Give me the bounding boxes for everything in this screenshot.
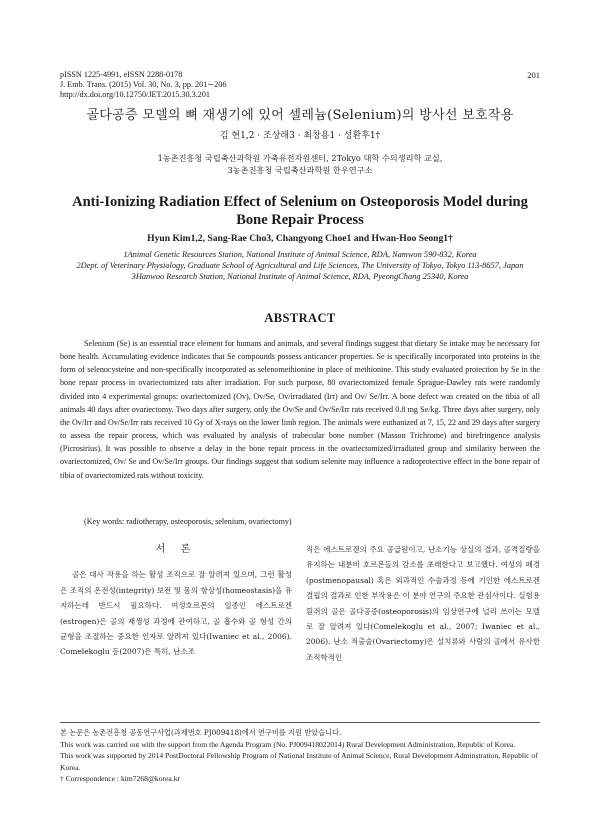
intro-right-column <box>306 542 540 665</box>
doi-link[interactable]: http://dx.doi.org/10.12750/JET.2015.30.3.201 <box>60 90 211 100</box>
english-title-line: Bone Repair Process <box>236 212 364 228</box>
abstract-body: Selenium (Se) is an essential trace element for humans and animals, and several findings suggest that dietary Se intake may be necessary for bone health. Accumulating evidence indicates that Se compounds possess anticancer properties. Se is specifically incorporated into proteins in the form of selenocysteine and non-specifically incorporated as selenomethionine in place of methionine. This study evaluated protection by Se in the bone repair process in ovariectomized rats after irradiation. For such purpose, 80 ovariectomized female Sprague-Dawley rats were randomly divided into 4 experimental groups: ovariectomized (Ov), Ov/Se, Ov/irradiated (Irr) and Ov/ Se/Irr. A bone defect was created on the tibia of all animals 40 days after ovariectomy. Two days after surgery, only the Ov/Se and Ov/Se/Irr rats received 0.8 mg Se/kg. Three days after surgery, only the Ov/Irr and Ov/Se/Irr rats received 10 Gy of X-rays on the lower limb region. The animals were euthanized at 7, 15, 22 and 29 days after surgery to assess the repair process, which was evaluated by analysis of trabecular bone number (Masson Trichrome) and birefringence analysis (Picrosirius). It was possible to observe a delay in the bone repair process in the ovariectomized/irradiated group and similarity between the ovariectomized, Ov/ Se and Ov/Se/Irr groups. Our findings suggest that sodium selenite may influence a radioprotective effect in the bone repair of tibia of ovariectomized rats without toxicity. <box>60 339 540 480</box>
english-title <box>70 193 530 229</box>
intro-left-column <box>60 542 292 660</box>
funding-note-2: This work was supported by 2014 PostDoctoral Fellowship Program of National Institute of Animal Science, Rural Development Adminstration, Republic of Korea. <box>60 751 538 772</box>
korean-affiliation-line: 1농촌진흥청 국립축산과학원 가축유전자원센터, 2Tokyo 대학 수의생리학 교실, <box>157 153 443 163</box>
journal-header <box>60 70 226 101</box>
intro-paragraph: 골은 대사 작용을 하는 활성 조직으로 잘 알려져 있으며, 그런 활성은 조직의 온전성(integrity) 보전 및 몸의 항상성(homeostasis)을 유지하는데 반드시 필요하다. 여성호르몬의 일종인 에스트로겐(estrogen)은 골의 재생성 과정에 관여하고, 골 흡수와 골 형성 간의 균형을 조절하는 중요한 인자로 알려져 있다(Iwaniec et al., 2006). Comelekoglu 등(2007)은 특히, 난소조 <box>60 570 292 657</box>
journal-citation: J. Emb. Trans. (2015) Vol. 30, No. 3, pp. 201∼206 <box>60 80 227 90</box>
korean-authors: 김 현1,2 · 조상래3 · 최창용1 · 성환후1† <box>219 131 381 141</box>
affiliation-1: 1Animal Genetic Resources Station, National Institute of Animal Science, RDA, Namwon 590-832, Korea <box>123 250 477 259</box>
correspondence-note[interactable]: † Correspondence : kim7268@korea.kr <box>60 774 181 784</box>
abstract-heading: ABSTRACT <box>264 311 336 325</box>
english-title-line: Anti-Ionizing Radiation Effect of Selenium on Osteoporosis Model during <box>72 194 528 210</box>
affiliation-3: 3Hanwoo Research Station, National Institute of Animal Science, RDA, PyeongChang 25340, Korea <box>131 272 469 282</box>
funding-note-1: This work was carried out with the support from the Agenda Program (No. PJ009418022014) Rural Development Administration, Republic of Korea. <box>60 739 516 749</box>
footnote-divider <box>60 722 540 723</box>
funding-note-korean: 본 논문은 농촌진흥청 공동연구사업(과제번호 PJ009418)에서 연구비를 지원 받았습니다. <box>60 728 342 737</box>
korean-title: 골다공증 모델의 뼈 재생기에 있어 셀레늄(Selenium)의 방사선 보호작용 <box>86 108 514 123</box>
english-affiliations <box>60 249 540 283</box>
issn-line: pISSN 1225-4991, eISSN 2288-0178 <box>60 70 183 79</box>
intro-paragraph-continued: 직은 에스트로겐의 주요 공급원이고, 난소기능 상실의 결과, 골격질량을 유지하는 내분비 호르몬들의 감소를 초래한다고 보고했다. 여성의 폐경(postmenopausal) 혹은 외과적인 수술과정 등에 기인한 에스트로겐 결핍의 결과로 인한 부작용은 이 분야 연구의 주요한 관심사이다. 실험용 흰쥐의 골은 골다공증(osteoporosis)의 임상연구에 널리 쓰이는 모델로 잘 알려져 있다(Comelekoglu et al., 2007; Iwaniec et al., 2006). 난소 적출술(Ovariectomy)은 설치류와 사람의 골에서 유사한 조직학적인 <box>306 545 540 662</box>
english-authors: Hyun Kim1,2, Sang-Rae Cho3, Changyong Choe1 and Hwan-Hoo Seong1† <box>147 233 453 244</box>
affiliation-2: 2Dept. of Veterinary Physiology, Graduate School of Agricultural and Life Sciences, The University of Tokyo, Tokyo 113-8657, Japan <box>76 261 524 271</box>
section-heading: 서 론 <box>155 544 197 555</box>
footnotes <box>60 727 540 785</box>
korean-affiliation-line: 3농촌진흥청 국립축산과학원 한우연구소 <box>227 165 373 175</box>
page-number: 201 <box>527 70 540 80</box>
keywords: (Key words: radiotherapy, osteoporosis, selenium, ovariectomy) <box>84 517 292 526</box>
korean-affiliations <box>0 152 600 176</box>
